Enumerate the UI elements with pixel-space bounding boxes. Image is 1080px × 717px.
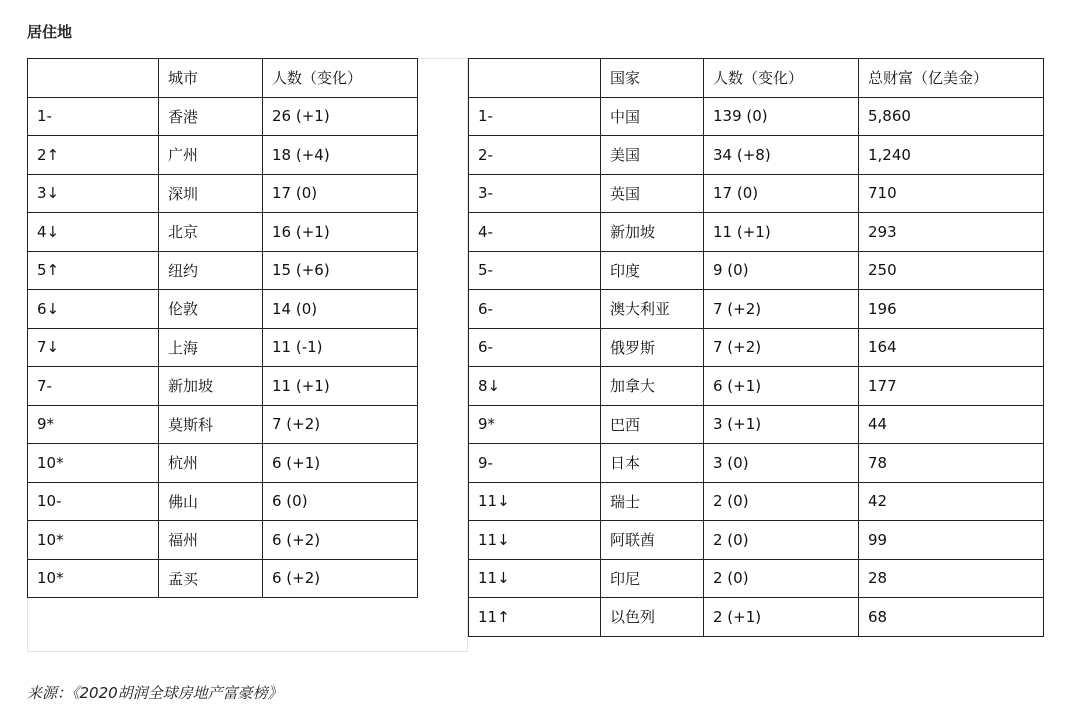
cell-country: 俄罗斯 [601, 328, 704, 367]
table-row [28, 405, 418, 444]
cell-count: 2 (0) [704, 482, 859, 521]
cell-wealth: 28 [859, 559, 1044, 598]
cell-city: 香港 [159, 97, 263, 136]
cell-wealth: 42 [859, 482, 1044, 521]
cell-country: 澳大利亚 [601, 290, 704, 329]
cell-city: 孟买 [159, 559, 263, 598]
table-row [469, 521, 1044, 560]
cell-rank: 10- [28, 482, 159, 521]
cell-count: 14 (0) [263, 290, 418, 329]
cell-wealth: 196 [859, 290, 1044, 329]
source-note: 来源：《2020胡润全球房地产富豪榜》 [27, 684, 283, 702]
cell-city: 纽约 [159, 251, 263, 290]
table-row [469, 136, 1044, 175]
cell-country: 新加坡 [601, 213, 704, 252]
cell-city: 深圳 [159, 174, 263, 213]
cell-count: 34 (+8) [704, 136, 859, 175]
header-cell-rank [28, 59, 159, 98]
cell-rank: 8↓ [469, 367, 601, 406]
table-row [469, 559, 1044, 598]
cell-rank: 4↓ [28, 213, 159, 252]
header-cell-count: 人数（变化） [263, 59, 418, 98]
table-row [469, 328, 1044, 367]
cell-country: 印尼 [601, 559, 704, 598]
cell-rank: 6- [469, 328, 601, 367]
table-row [28, 136, 418, 175]
cell-rank: 11↓ [469, 482, 601, 521]
cell-wealth: 99 [859, 521, 1044, 560]
cell-rank: 9- [469, 444, 601, 483]
cell-rank: 2- [469, 136, 601, 175]
cell-wealth: 250 [859, 251, 1044, 290]
cell-wealth: 177 [859, 367, 1044, 406]
cell-rank: 6- [469, 290, 601, 329]
cell-rank: 4- [469, 213, 601, 252]
table-header-row [469, 59, 1044, 98]
cell-count: 26 (+1) [263, 97, 418, 136]
cell-country: 加拿大 [601, 367, 704, 406]
cell-city: 伦敦 [159, 290, 263, 329]
cell-count: 139 (0) [704, 97, 859, 136]
cell-wealth: 44 [859, 405, 1044, 444]
cell-rank: 11↑ [469, 598, 601, 637]
cell-count: 2 (+1) [704, 598, 859, 637]
cell-count: 6 (+1) [704, 367, 859, 406]
cell-rank: 9* [28, 405, 159, 444]
cell-rank: 3↓ [28, 174, 159, 213]
cell-rank: 10* [28, 444, 159, 483]
cell-city: 莫斯科 [159, 405, 263, 444]
table-row [469, 405, 1044, 444]
table-row [469, 97, 1044, 136]
cell-count: 17 (0) [263, 174, 418, 213]
cell-count: 7 (+2) [704, 290, 859, 329]
cell-country: 瑞士 [601, 482, 704, 521]
cell-rank: 11↓ [469, 559, 601, 598]
cell-city: 上海 [159, 328, 263, 367]
cell-count: 17 (0) [704, 174, 859, 213]
cell-rank: 1- [28, 97, 159, 136]
cell-country: 日本 [601, 444, 704, 483]
cell-city: 广州 [159, 136, 263, 175]
city-ranking-table [27, 58, 418, 598]
table-row [469, 213, 1044, 252]
header-cell-count: 人数（变化） [704, 59, 859, 98]
table-row [28, 213, 418, 252]
cell-city: 杭州 [159, 444, 263, 483]
cell-count: 11 (-1) [263, 328, 418, 367]
cell-count: 7 (+2) [263, 405, 418, 444]
cell-country: 印度 [601, 251, 704, 290]
cell-count: 6 (+2) [263, 521, 418, 560]
cell-rank: 5- [469, 251, 601, 290]
cell-wealth: 78 [859, 444, 1044, 483]
cell-country: 阿联酋 [601, 521, 704, 560]
cell-country: 美国 [601, 136, 704, 175]
cell-wealth: 293 [859, 213, 1044, 252]
table-header-row [28, 59, 418, 98]
cell-count: 2 (0) [704, 521, 859, 560]
table-row [28, 290, 418, 329]
cell-count: 3 (0) [704, 444, 859, 483]
cell-count: 18 (+4) [263, 136, 418, 175]
cell-wealth: 68 [859, 598, 1044, 637]
cell-wealth: 5,860 [859, 97, 1044, 136]
table-row [469, 251, 1044, 290]
cell-city: 福州 [159, 521, 263, 560]
cell-rank: 2↑ [28, 136, 159, 175]
table-row [469, 482, 1044, 521]
header-cell-rank [469, 59, 601, 98]
table-row [28, 559, 418, 598]
cell-rank: 3- [469, 174, 601, 213]
cell-city: 佛山 [159, 482, 263, 521]
cell-rank: 7↓ [28, 328, 159, 367]
table-row [28, 251, 418, 290]
country-ranking-table [468, 58, 1044, 637]
cell-count: 15 (+6) [263, 251, 418, 290]
table-row [469, 444, 1044, 483]
cell-rank: 6↓ [28, 290, 159, 329]
cell-count: 6 (+1) [263, 444, 418, 483]
cell-rank: 1- [469, 97, 601, 136]
cell-country: 巴西 [601, 405, 704, 444]
cell-rank: 10* [28, 559, 159, 598]
cell-count: 6 (+2) [263, 559, 418, 598]
table-row [28, 367, 418, 406]
header-cell-wealth: 总财富（亿美金） [859, 59, 1044, 98]
table-row [28, 444, 418, 483]
cell-country: 以色列 [601, 598, 704, 637]
header-cell-city: 城市 [159, 59, 263, 98]
cell-rank: 9* [469, 405, 601, 444]
cell-wealth: 710 [859, 174, 1044, 213]
cell-count: 11 (+1) [263, 367, 418, 406]
cell-country: 英国 [601, 174, 704, 213]
cell-rank: 11↓ [469, 521, 601, 560]
table-row [28, 328, 418, 367]
table-row [469, 290, 1044, 329]
table-row [28, 521, 418, 560]
cell-city: 北京 [159, 213, 263, 252]
cell-country: 中国 [601, 97, 704, 136]
cell-rank: 7- [28, 367, 159, 406]
table-row [469, 367, 1044, 406]
cell-rank: 5↑ [28, 251, 159, 290]
cell-city: 新加坡 [159, 367, 263, 406]
cell-wealth: 164 [859, 328, 1044, 367]
cell-wealth: 1,240 [859, 136, 1044, 175]
table-row [28, 482, 418, 521]
cell-count: 2 (0) [704, 559, 859, 598]
cell-count: 16 (+1) [263, 213, 418, 252]
table-row [469, 598, 1044, 637]
header-cell-country: 国家 [601, 59, 704, 98]
cell-count: 7 (+2) [704, 328, 859, 367]
table-row [28, 97, 418, 136]
table-row [28, 174, 418, 213]
cell-count: 3 (+1) [704, 405, 859, 444]
section-heading: 居住地 [27, 23, 73, 41]
table-row [469, 174, 1044, 213]
cell-count: 11 (+1) [704, 213, 859, 252]
cell-rank: 10* [28, 521, 159, 560]
cell-count: 6 (0) [263, 482, 418, 521]
cell-count: 9 (0) [704, 251, 859, 290]
